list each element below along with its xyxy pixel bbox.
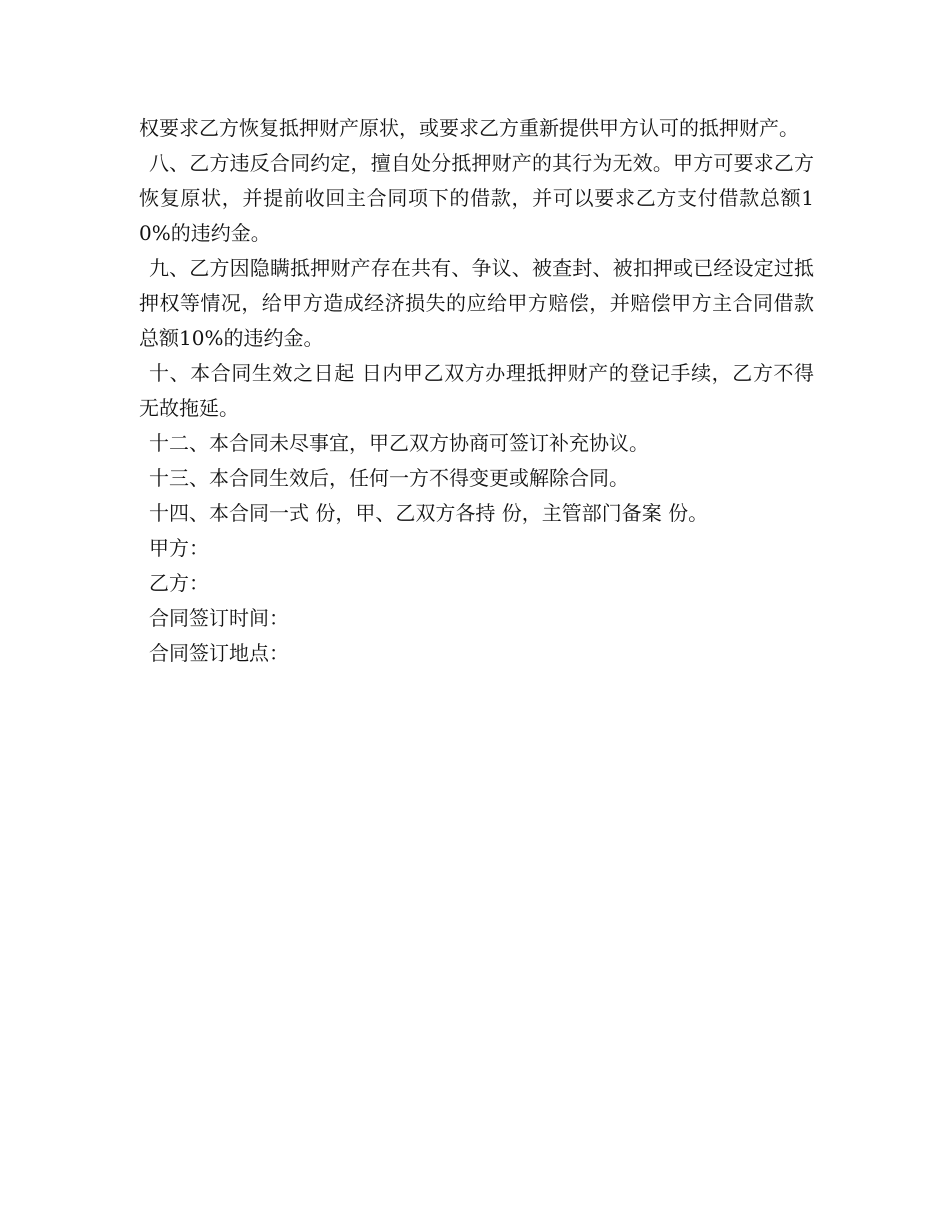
- sign-place-label: 合同签订地点：: [149, 641, 289, 665]
- clause-13: 十三、本合同生效后，任何一方不得变更或解除合同。: [149, 466, 629, 490]
- party-a-signature: 甲方：: [149, 536, 209, 560]
- document-body: [139, 111, 814, 671]
- clause-14: 十四、本合同一式 份，甲、乙双方各持 份，主管部门备案 份。: [149, 501, 709, 525]
- party-b-signature: 乙方：: [149, 571, 209, 595]
- clause-12: 十二、本合同未尽事宜，甲乙双方协商可签订补充协议。: [149, 431, 649, 455]
- clause-8: 八、乙方违反合同约定，擅自处分抵押财产的其行为无效。甲方可要求乙方恢复原状，并提前收回主合同项下的借款，并可以要求乙方支付借款总额10%的违约金。: [139, 151, 814, 245]
- sign-time-label: 合同签订时间：: [149, 606, 289, 630]
- clause-9: 九、乙方因隐瞒抵押财产存在共有、争议、被查封、被扣押或已经设定过抵押权等情况，给甲方造成经济损失的应给甲方赔偿，并赔偿甲方主合同借款总额10%的违约金。: [139, 256, 814, 350]
- clause-10: 十、本合同生效之日起 日内甲乙双方办理抵押财产的登记手续，乙方不得无故拖延。: [139, 361, 814, 420]
- paragraph-continued: 权要求乙方恢复抵押财产原状，或要求乙方重新提供甲方认可的抵押财产。: [139, 116, 799, 140]
